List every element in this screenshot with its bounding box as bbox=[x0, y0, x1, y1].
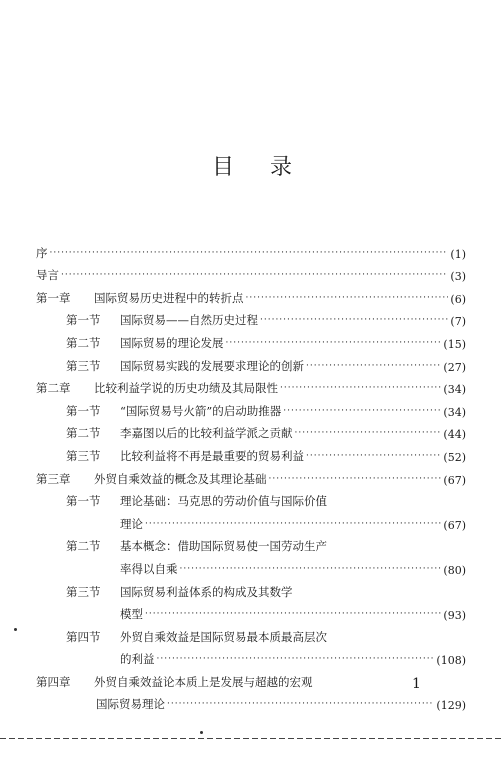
toc-entry-label bbox=[36, 358, 304, 374]
toc-dot-leader bbox=[260, 316, 448, 325]
toc-entry bbox=[36, 509, 466, 532]
toc-entry-label bbox=[36, 629, 327, 645]
toc-entry-number: 第三节 bbox=[66, 448, 101, 463]
toc-entry-page: (52) bbox=[443, 450, 466, 464]
toc-entry-label bbox=[36, 425, 293, 441]
toc-entry bbox=[36, 464, 466, 487]
toc-dot-leader bbox=[145, 520, 441, 529]
toc-entry-label bbox=[36, 403, 281, 419]
toc-entry-label bbox=[36, 696, 165, 712]
toc-entry bbox=[36, 238, 466, 261]
toc-dot-leader bbox=[306, 362, 441, 371]
toc-dot-leader bbox=[246, 294, 449, 303]
toc-entry-label bbox=[36, 471, 267, 487]
toc-entry-number: 第一节 bbox=[66, 494, 101, 509]
toc-entry-number: 第一节 bbox=[66, 403, 101, 418]
toc-entry bbox=[36, 487, 466, 510]
toc-entry bbox=[36, 532, 466, 555]
toc-entry-title: 比较利益将不再是最重要的贸易利益 bbox=[120, 448, 304, 463]
toc-entry-title: 国际贸易利益体系的构成及其数学 bbox=[120, 584, 293, 599]
table-of-contents bbox=[36, 238, 466, 712]
toc-entry bbox=[36, 328, 466, 351]
toc-entry-number: 第四章 bbox=[36, 674, 71, 689]
toc-entry-number: 第一章 bbox=[36, 290, 71, 305]
toc-entry-number: 第二章 bbox=[36, 381, 71, 396]
toc-entry-label bbox=[36, 606, 143, 622]
toc-entry bbox=[36, 690, 466, 713]
toc-entry-title: 国际贸易历史进程中的转折点 bbox=[94, 290, 244, 305]
toc-entry-label bbox=[36, 516, 143, 532]
toc-entry bbox=[36, 577, 466, 600]
toc-entry-page: (15) bbox=[443, 337, 466, 351]
toc-entry-page: (6) bbox=[450, 292, 466, 306]
toc-entry-label bbox=[36, 448, 304, 464]
toc-dot-leader bbox=[157, 655, 435, 664]
toc-entry-page: (3) bbox=[450, 270, 466, 284]
toc-entry-title: 国际贸易理论 bbox=[96, 697, 165, 712]
toc-entry-page: (34) bbox=[443, 405, 466, 419]
toc-entry-label bbox=[36, 245, 48, 261]
toc-entry bbox=[36, 374, 466, 397]
toc-entry-page: (67) bbox=[443, 518, 466, 532]
toc-entry-number: 第二节 bbox=[66, 426, 101, 441]
toc-entry-title: 李嘉图以后的比较利益学派之贡献 bbox=[120, 426, 293, 441]
toc-dot-leader bbox=[180, 565, 442, 574]
toc-entry-page: (93) bbox=[443, 609, 466, 623]
toc-entry-title: 比较利益学说的历史功绩及其局限性 bbox=[94, 381, 278, 396]
toc-entry-title: 理论基础：马克思的劳动价值与国际价值 bbox=[120, 494, 327, 509]
toc-entry-page: (7) bbox=[450, 315, 466, 329]
toc-entry-label bbox=[36, 335, 224, 351]
toc-entry-label bbox=[36, 561, 178, 577]
toc-entry-title: 外贸自乘效益的概念及其理论基础 bbox=[94, 471, 267, 486]
page-title: 目录 bbox=[211, 155, 328, 180]
toc-dot-leader bbox=[269, 475, 442, 484]
toc-dot-leader bbox=[283, 407, 441, 416]
toc-entry bbox=[36, 283, 466, 306]
toc-entry-title: 国际贸易——自然历史过程 bbox=[120, 313, 258, 328]
toc-dot-leader bbox=[306, 452, 441, 461]
toc-dot-leader bbox=[280, 384, 441, 393]
toc-entry-page: (129) bbox=[436, 699, 466, 713]
toc-entry-page: (44) bbox=[443, 428, 466, 442]
toc-entry-title: 外贸自乘效益论本质上是发展与超越的宏观 bbox=[94, 674, 313, 689]
toc-entry-title: 率得以自乘 bbox=[120, 561, 178, 576]
toc-entry bbox=[36, 261, 466, 284]
toc-entry-number: 第三节 bbox=[66, 358, 101, 373]
toc-entry-page: (108) bbox=[436, 654, 466, 668]
toc-entry bbox=[36, 554, 466, 577]
toc-entry-title: 序 bbox=[36, 245, 48, 260]
toc-entry-label bbox=[36, 493, 327, 509]
toc-entry-label bbox=[36, 538, 327, 554]
toc-entry-title: “国际贸易号火箭”的启动助推器 bbox=[120, 403, 282, 418]
toc-dot-leader bbox=[295, 429, 442, 438]
bottom-rule bbox=[0, 738, 504, 739]
toc-entry bbox=[36, 600, 466, 623]
toc-entry bbox=[36, 622, 466, 645]
toc-entry bbox=[36, 441, 466, 464]
toc-entry-title: 的利益 bbox=[120, 652, 155, 667]
toc-entry-title: 模型 bbox=[120, 607, 143, 622]
toc-entry-number: 第一节 bbox=[66, 313, 101, 328]
toc-dot-leader bbox=[50, 249, 449, 258]
toc-dot-leader bbox=[61, 271, 448, 280]
toc-entry-page: (80) bbox=[443, 563, 466, 577]
toc-entry-page: (67) bbox=[443, 473, 466, 487]
toc-entry-title: 国际贸易实践的发展要求理论的创新 bbox=[120, 358, 304, 373]
toc-entry bbox=[36, 306, 466, 329]
toc-entry-title: 导言 bbox=[36, 268, 59, 283]
toc-entry-title: 国际贸易的理论发展 bbox=[120, 335, 224, 350]
toc-entry-number: 第三章 bbox=[36, 471, 71, 486]
toc-entry-number: 第四节 bbox=[66, 629, 101, 644]
toc-entry-label bbox=[36, 584, 293, 600]
toc-entry-label bbox=[36, 267, 59, 283]
toc-dot-leader bbox=[167, 700, 434, 709]
toc-entry-label bbox=[36, 674, 313, 690]
toc-entry-title: 外贸自乘效益是国际贸易最本质最高层次 bbox=[120, 629, 327, 644]
toc-entry-number: 第二节 bbox=[66, 539, 101, 554]
toc-entry-label bbox=[36, 290, 244, 306]
toc-entry-page: (1) bbox=[450, 247, 466, 261]
toc-dot-leader bbox=[145, 610, 441, 619]
toc-entry-number: 第二节 bbox=[66, 335, 101, 350]
toc-entry-label bbox=[36, 312, 258, 328]
toc-entry bbox=[36, 667, 466, 690]
toc-dot-leader bbox=[226, 339, 442, 348]
toc-entry-label bbox=[36, 380, 278, 396]
toc-entry-page: (34) bbox=[443, 383, 466, 397]
toc-entry-title: 基本概念：借助国际贸易使一国劳动生产 bbox=[120, 539, 327, 554]
toc-entry-label bbox=[36, 651, 155, 667]
toc-entry-number: 第三节 bbox=[66, 584, 101, 599]
page-number: 1 bbox=[412, 676, 421, 692]
toc-entry bbox=[36, 645, 466, 668]
scan-speck bbox=[14, 628, 17, 631]
toc-entry bbox=[36, 351, 466, 374]
toc-entry-title: 理论 bbox=[120, 516, 143, 531]
toc-entry bbox=[36, 419, 466, 442]
toc-entry bbox=[36, 396, 466, 419]
toc-entry-page: (27) bbox=[443, 360, 466, 374]
scan-speck bbox=[200, 731, 203, 734]
